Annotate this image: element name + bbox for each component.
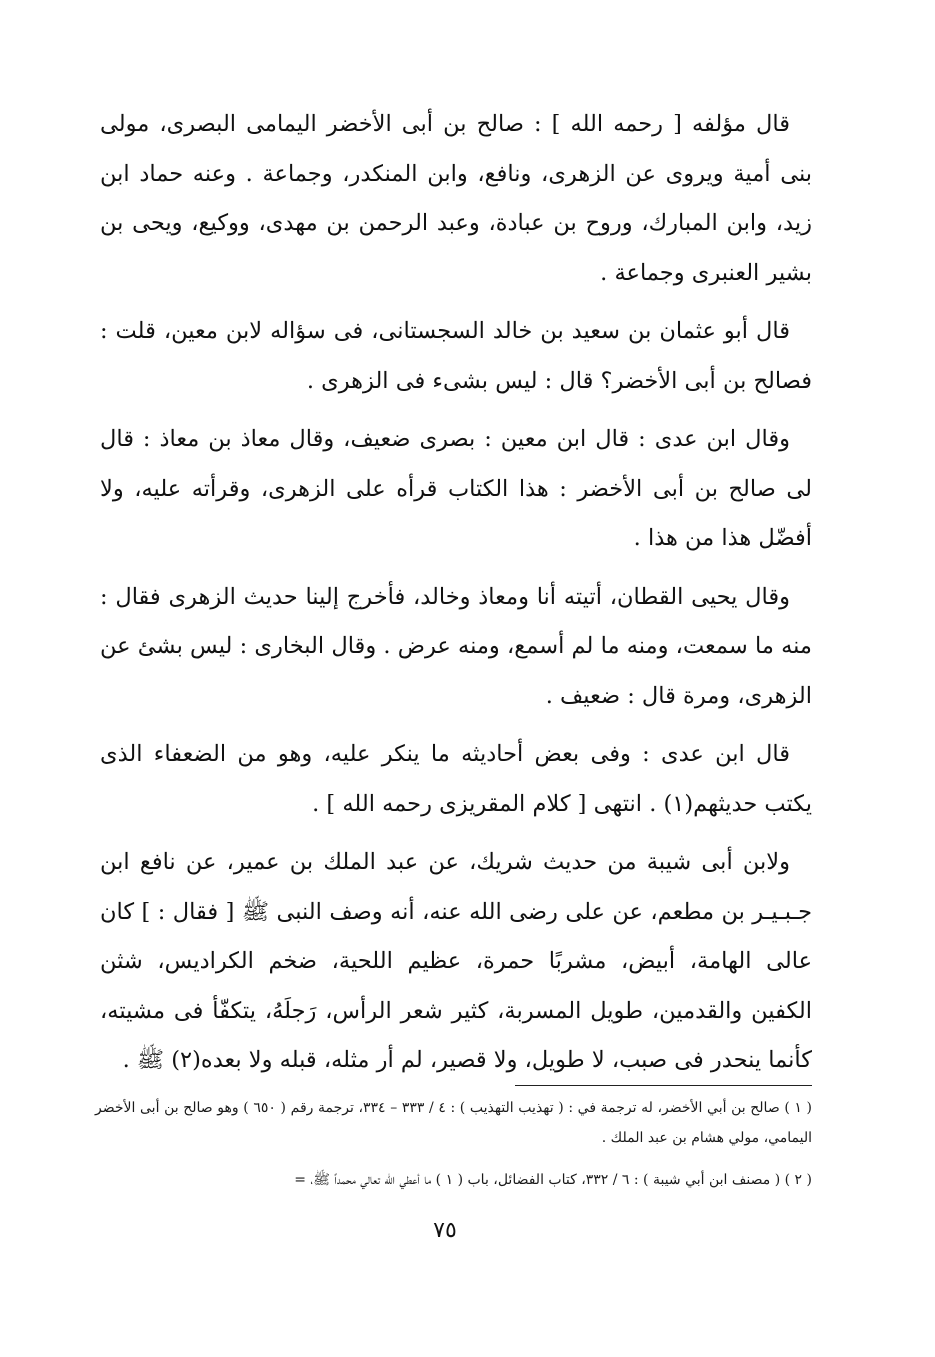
footnote-separator [515, 1085, 812, 1086]
footnote-2: ( ٢ ) ( مصنف ابن أبي شيبة ) : ٦ / ٣٣٢، كتاب الفضائل، باب ( ١ ) ما أعطي الله تعالي محمداً ﷺ، = [294, 1172, 812, 1188]
paragraph-4: وقال يحيى القطان، أتيته أنا ومعاذ وخالد، فأخرج إلينا حديث الزهرى فقال : منه ما سمعت، ومنه ما لم أسمع، ومنه عرض . وقال البخارى : ليس بشئ عن الزهرى، ومرة قال : ضعيف . [100, 583, 812, 709]
footnote-1: ( ١ ) صالح بن أبي الأخضر، له ترجمة في : ( تهذيب التهذيب ) : ٤ / ٣٣٣ – ٣٣٤، ترجمة رقم ( ٦٥٠ ) وهو صالح بن أبى الأخضر اليمامي، مولي هشام بن عبد الملك . [95, 1100, 813, 1146]
paragraph-2: قال أبو عثمان بن سعيد بن خالد السجستانى، فى سؤاله لابن معين، قلت : فصالح بن أبى الأخضر؟ قال : ليس بشىء فى الزهرى . [100, 318, 812, 394]
main-text [100, 100, 812, 1095]
paragraph-1: قال مؤلفه [ رحمه الله ] : صالح بن أبى الأخضر اليمامى البصرى، مولى بنى أمية ويروى عن الزهرى، ونافع، وابن المنكدر، وجماعة . وعنه حماد ابن زيد، وابن المبارك، وروح بن عبادة، وعبد الرحمن بن مهدى، ووكيع، ويحى بن بشير العنبرى وجماعة . [100, 111, 812, 286]
paragraph-3: وقال ابن عدى : قال ابن معين : بصرى ضعيف، وقال معاذ بن معاذ : قال لى صالح بن أبى الأخضر : هذا الكتاب قرأه على الزهرى، وقرأته عليه، ولا أفضّل هذا من هذا . [100, 426, 812, 551]
paragraph-5: قال ابن عدى : وفى بعض أحاديثه ما ينكر عليه، وهو من الضعفاء الذى يكتب حديثهم(١) . انتهى [ كلام المقريزى رحمه الله ] . [100, 741, 812, 817]
page-number: ٧٥ [433, 1218, 457, 1243]
paragraph-6: ولابن أبى شيبة من حديث شريك، عن عبد الملك بن عمير، عن نافع ابن جـبـيـر بن مطعم، عن على رضى الله عنه، أنه وصف النبى ﷺ [ فقال : ] كان عالى الهامة، أبيض، مشربًا حمرة، عظيم اللحية، ضخم الكراديس، شثن الكفين والقدمين، طويل المسربة، كثير شعر الرأس، رَجلَهُ، يتكفّأ فى مشيته، كأنما ينحدر فى صبب، لا طويل، ولا قصير، لم أر مثله، قبله ولا بعده(٢) ﷺ . [100, 849, 812, 1073]
footnotes [95, 1093, 812, 1195]
